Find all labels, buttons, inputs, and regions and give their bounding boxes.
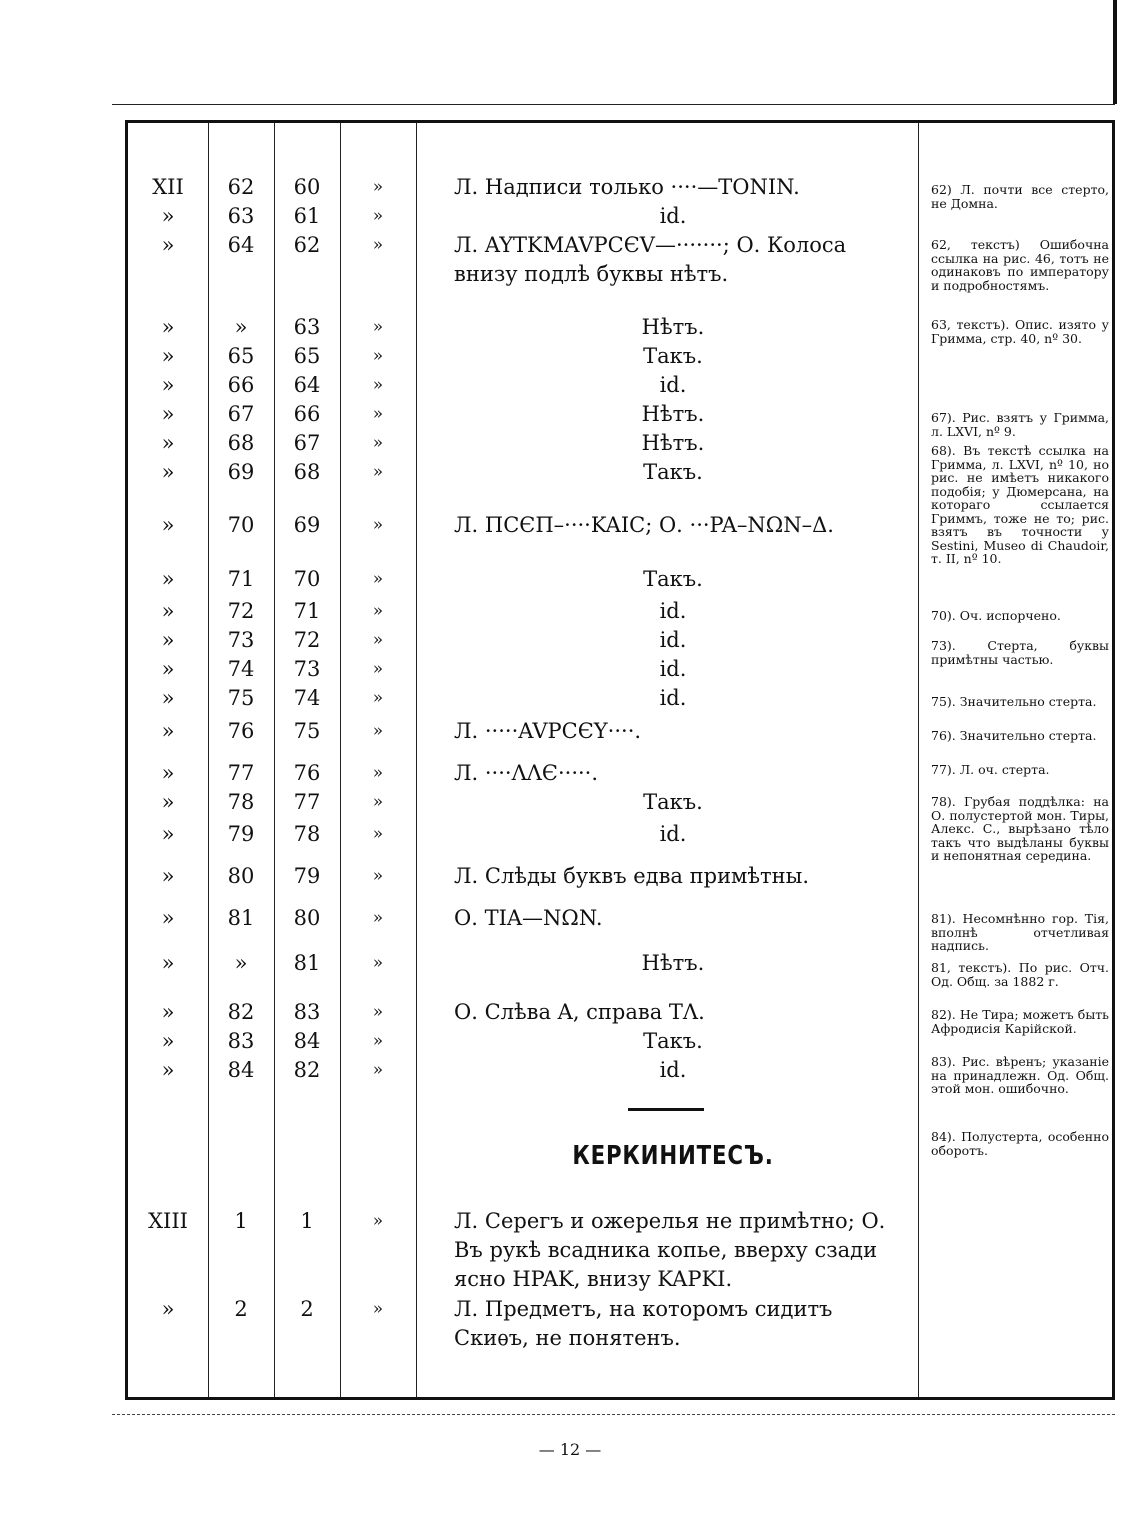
cell-figure: 81 (293, 951, 321, 975)
cell-group: » (161, 790, 175, 814)
cell-figure: 67 (293, 431, 321, 455)
cell-figure: 84 (293, 1029, 321, 1053)
table-row (128, 342, 1118, 372)
cell-ditto: » (372, 404, 384, 424)
cell-description: Л. Предметъ, на которомъ сидитъ Скиѳъ, не понятенъ. (454, 1297, 833, 1350)
cell-ditto: » (372, 601, 384, 621)
cell-group: » (161, 373, 175, 397)
cell-group: » (161, 233, 175, 257)
footnote: 73). Стерта, буквы примѣтны частью. (931, 638, 1109, 667)
cell-figure: 73 (293, 657, 321, 681)
cell-ditto: » (372, 569, 384, 589)
cell-ditto: » (372, 792, 384, 812)
table-row (128, 565, 1118, 595)
cell-group: » (161, 1000, 175, 1024)
cell-number: 64 (227, 233, 255, 257)
cell-group: » (161, 1058, 175, 1082)
cell-ditto: » (372, 866, 384, 886)
cell-description: id. (659, 599, 687, 623)
cell-number: 65 (227, 344, 255, 368)
cell-description: Нѣтъ. (641, 951, 705, 975)
cell-ditto: » (372, 235, 384, 255)
cell-group: » (161, 719, 175, 743)
cell-figure: 77 (293, 790, 321, 814)
cell-number: 82 (227, 1000, 255, 1024)
footnote: 81, текстъ). По рис. Отч. Од. Общ. за 1882 г. (931, 960, 1109, 989)
cell-description: id. (659, 686, 687, 710)
cell-ditto: » (372, 462, 384, 482)
cell-ditto: » (372, 721, 384, 741)
cell-group: » (161, 686, 175, 710)
cell-description: Нѣтъ. (641, 315, 705, 339)
footnote: 82). Не Тира; можетъ быть Афродисія Карійской. (931, 1007, 1109, 1036)
cell-figure: 70 (293, 567, 321, 591)
cell-description: id. (659, 1058, 687, 1082)
cell-number: 75 (227, 686, 255, 710)
cell-ditto: » (372, 1002, 384, 1022)
cell-group: » (161, 513, 175, 537)
cell-figure: 82 (293, 1058, 321, 1082)
footnote: 62) Л. почти все стерто, не Домна. (931, 182, 1109, 211)
cell-figure: 71 (293, 599, 321, 623)
cell-number: 69 (227, 460, 255, 484)
cell-description: id. (659, 628, 687, 652)
cell-group: » (161, 599, 175, 623)
cell-description: id. (659, 657, 687, 681)
cell-group: » (161, 460, 175, 484)
cell-description: Л. AYTKMAVPCЄV—·······; О. Колоса внизу подлѣ буквы нѣтъ. (454, 233, 847, 286)
catalog-table (125, 120, 1115, 1400)
cell-description: О. TIA—NΩN. (454, 906, 603, 930)
footnote: 83). Рис. вѣренъ; указаніе на принадлежн. Од. Общ. этой мон. ошибочно. (931, 1054, 1109, 1096)
footnote: 76). Значительно стерта. (931, 728, 1097, 743)
cell-ditto: » (372, 346, 384, 366)
cell-description: Такъ. (643, 1029, 703, 1053)
cell-group: » (161, 204, 175, 228)
cell-number: » (234, 315, 248, 339)
cell-number: 78 (227, 790, 255, 814)
cell-group: » (161, 822, 175, 846)
cell-number: 81 (227, 906, 255, 930)
cell-group: » (161, 906, 175, 930)
table-row (128, 1207, 1118, 1291)
cell-ditto: » (372, 688, 384, 708)
cell-number: 71 (227, 567, 255, 591)
cell-ditto: » (372, 953, 384, 973)
footnote: 68). Въ текстѣ ссылка на Гримма, л. LXVI, nº 10, но рис. не имѣетъ никакого подобія; у Дюмерсана, на котораго ссылается Гриммъ, тоже не то; рис. взятъ въ точности у Sestini, Museo di Chaudoir, т. II, nº 10. (931, 443, 1109, 566)
cell-number: 68 (227, 431, 255, 455)
cell-description: Л. Слѣды буквъ едва примѣтны. (454, 864, 810, 888)
cell-number: 83 (227, 1029, 255, 1053)
cell-figure: 79 (293, 864, 321, 888)
cell-ditto: » (372, 1299, 384, 1319)
cell-figure: 60 (293, 175, 321, 199)
footnote: 84). Полустерта, особенно оборотъ. (931, 1129, 1109, 1158)
cell-group: » (161, 628, 175, 652)
footnote: 62, текстъ) Ошибочна ссылка на рис. 46, тотъ не одинаковъ по императору и подробностямъ. (931, 237, 1109, 293)
cell-description: Такъ. (643, 344, 703, 368)
cell-ditto: » (372, 908, 384, 928)
cell-number: 1 (234, 1209, 248, 1233)
cell-figure: 68 (293, 460, 321, 484)
cell-ditto: » (372, 206, 384, 226)
cell-number: 80 (227, 864, 255, 888)
cell-ditto: » (372, 433, 384, 453)
section-divider (628, 1108, 704, 1111)
cell-number: 72 (227, 599, 255, 623)
cell-number: 73 (227, 628, 255, 652)
top-rule (112, 104, 1115, 105)
cell-group: » (161, 1029, 175, 1053)
cell-group: » (161, 657, 175, 681)
cell-figure: 69 (293, 513, 321, 537)
cell-description: Нѣтъ. (641, 431, 705, 455)
cell-description: Л. ·····AVPCЄY····. (454, 719, 642, 743)
footnote: 67). Рис. взятъ у Гримма, л. LXVI, nº 9. (931, 410, 1109, 439)
cell-figure: 80 (293, 906, 321, 930)
cell-description: id. (659, 204, 687, 228)
cell-ditto: » (372, 515, 384, 535)
table-row (128, 862, 1118, 892)
cell-figure: 2 (300, 1297, 314, 1321)
cell-number: 77 (227, 761, 255, 785)
cell-figure: 66 (293, 402, 321, 426)
cell-ditto: » (372, 659, 384, 679)
footnote: 75). Значительно стерта. (931, 694, 1097, 709)
cell-ditto: » (372, 1060, 384, 1080)
cell-number: 70 (227, 513, 255, 537)
cell-description: Л. Серегъ и ожерелья не примѣтно; О. Въ рукѣ всадника копье, вверху сзади ясно HPAK, внизу KAPKI. (454, 1209, 886, 1291)
cell-description: Л. ΠCЄΠ–····KAIC; О. ···PA–NΩN–Δ. (454, 513, 834, 537)
cell-group: » (161, 344, 175, 368)
cell-group: » (161, 567, 175, 591)
cell-ditto: » (372, 177, 384, 197)
cell-figure: 63 (293, 315, 321, 339)
cell-figure: 62 (293, 233, 321, 257)
cell-number: 62 (227, 175, 255, 199)
cell-description: Такъ. (643, 460, 703, 484)
page-edge-mark (1113, 0, 1117, 104)
footnote: 81). Несомнѣнно гор. Тія, вполнѣ отчетливая надпись. (931, 911, 1109, 953)
footnote: 70). Оч. испорчено. (931, 608, 1061, 623)
cell-description: id. (659, 822, 687, 846)
cell-number: 67 (227, 402, 255, 426)
cell-figure: 75 (293, 719, 321, 743)
cell-figure: 65 (293, 344, 321, 368)
table-row (128, 1295, 1118, 1350)
bottom-rule (112, 1414, 1115, 1415)
section-heading: КЕРКИНИТЕСЪ. (572, 1141, 774, 1171)
cell-number: 2 (234, 1297, 248, 1321)
cell-figure: 74 (293, 686, 321, 710)
cell-ditto: » (372, 763, 384, 783)
cell-ditto: » (372, 1211, 384, 1231)
cell-group: » (161, 402, 175, 426)
cell-number: 66 (227, 373, 255, 397)
cell-figure: 1 (300, 1209, 314, 1233)
cell-description: Л. Надписи только ····—TONIN. (454, 175, 800, 199)
cell-ditto: » (372, 824, 384, 844)
cell-group: » (161, 864, 175, 888)
cell-description: id. (659, 373, 687, 397)
cell-description: Такъ. (643, 567, 703, 591)
table-row (128, 371, 1118, 401)
cell-figure: 83 (293, 1000, 321, 1024)
cell-figure: 64 (293, 373, 321, 397)
cell-description: Такъ. (643, 790, 703, 814)
cell-ditto: » (372, 375, 384, 395)
footnote: 77). Л. оч. стерта. (931, 762, 1050, 777)
cell-group: XIII (148, 1209, 188, 1233)
cell-group: » (161, 315, 175, 339)
cell-figure: 72 (293, 628, 321, 652)
cell-number: 76 (227, 719, 255, 743)
cell-group: » (161, 761, 175, 785)
cell-figure: 61 (293, 204, 321, 228)
page-number: — 12 — (538, 1440, 602, 1459)
cell-number: 63 (227, 204, 255, 228)
cell-ditto: » (372, 317, 384, 337)
cell-ditto: » (372, 1031, 384, 1051)
cell-group: XII (152, 175, 184, 199)
cell-description: Нѣтъ. (641, 402, 705, 426)
footnote: 78). Грубая поддѣлка: на О. полустертой мон. Тиры, Алекс. С., вырѣзано тѣло такъ что выдѣланы буквы и непонятная середина. (931, 794, 1109, 863)
cell-number: » (234, 951, 248, 975)
cell-figure: 78 (293, 822, 321, 846)
cell-number: 74 (227, 657, 255, 681)
cell-number: 79 (227, 822, 255, 846)
cell-group: » (161, 1297, 175, 1321)
cell-figure: 76 (293, 761, 321, 785)
cell-group: » (161, 431, 175, 455)
cell-group: » (161, 951, 175, 975)
footnote: 63, текстъ). Опис. изято у Гримма, стр. 40, nº 30. (931, 317, 1109, 346)
cell-description: О. Слѣва A, справа TΛ. (454, 1000, 705, 1024)
cell-description: Л. ····ΛΛЄ·····. (454, 761, 599, 785)
cell-number: 84 (227, 1058, 255, 1082)
cell-ditto: » (372, 630, 384, 650)
